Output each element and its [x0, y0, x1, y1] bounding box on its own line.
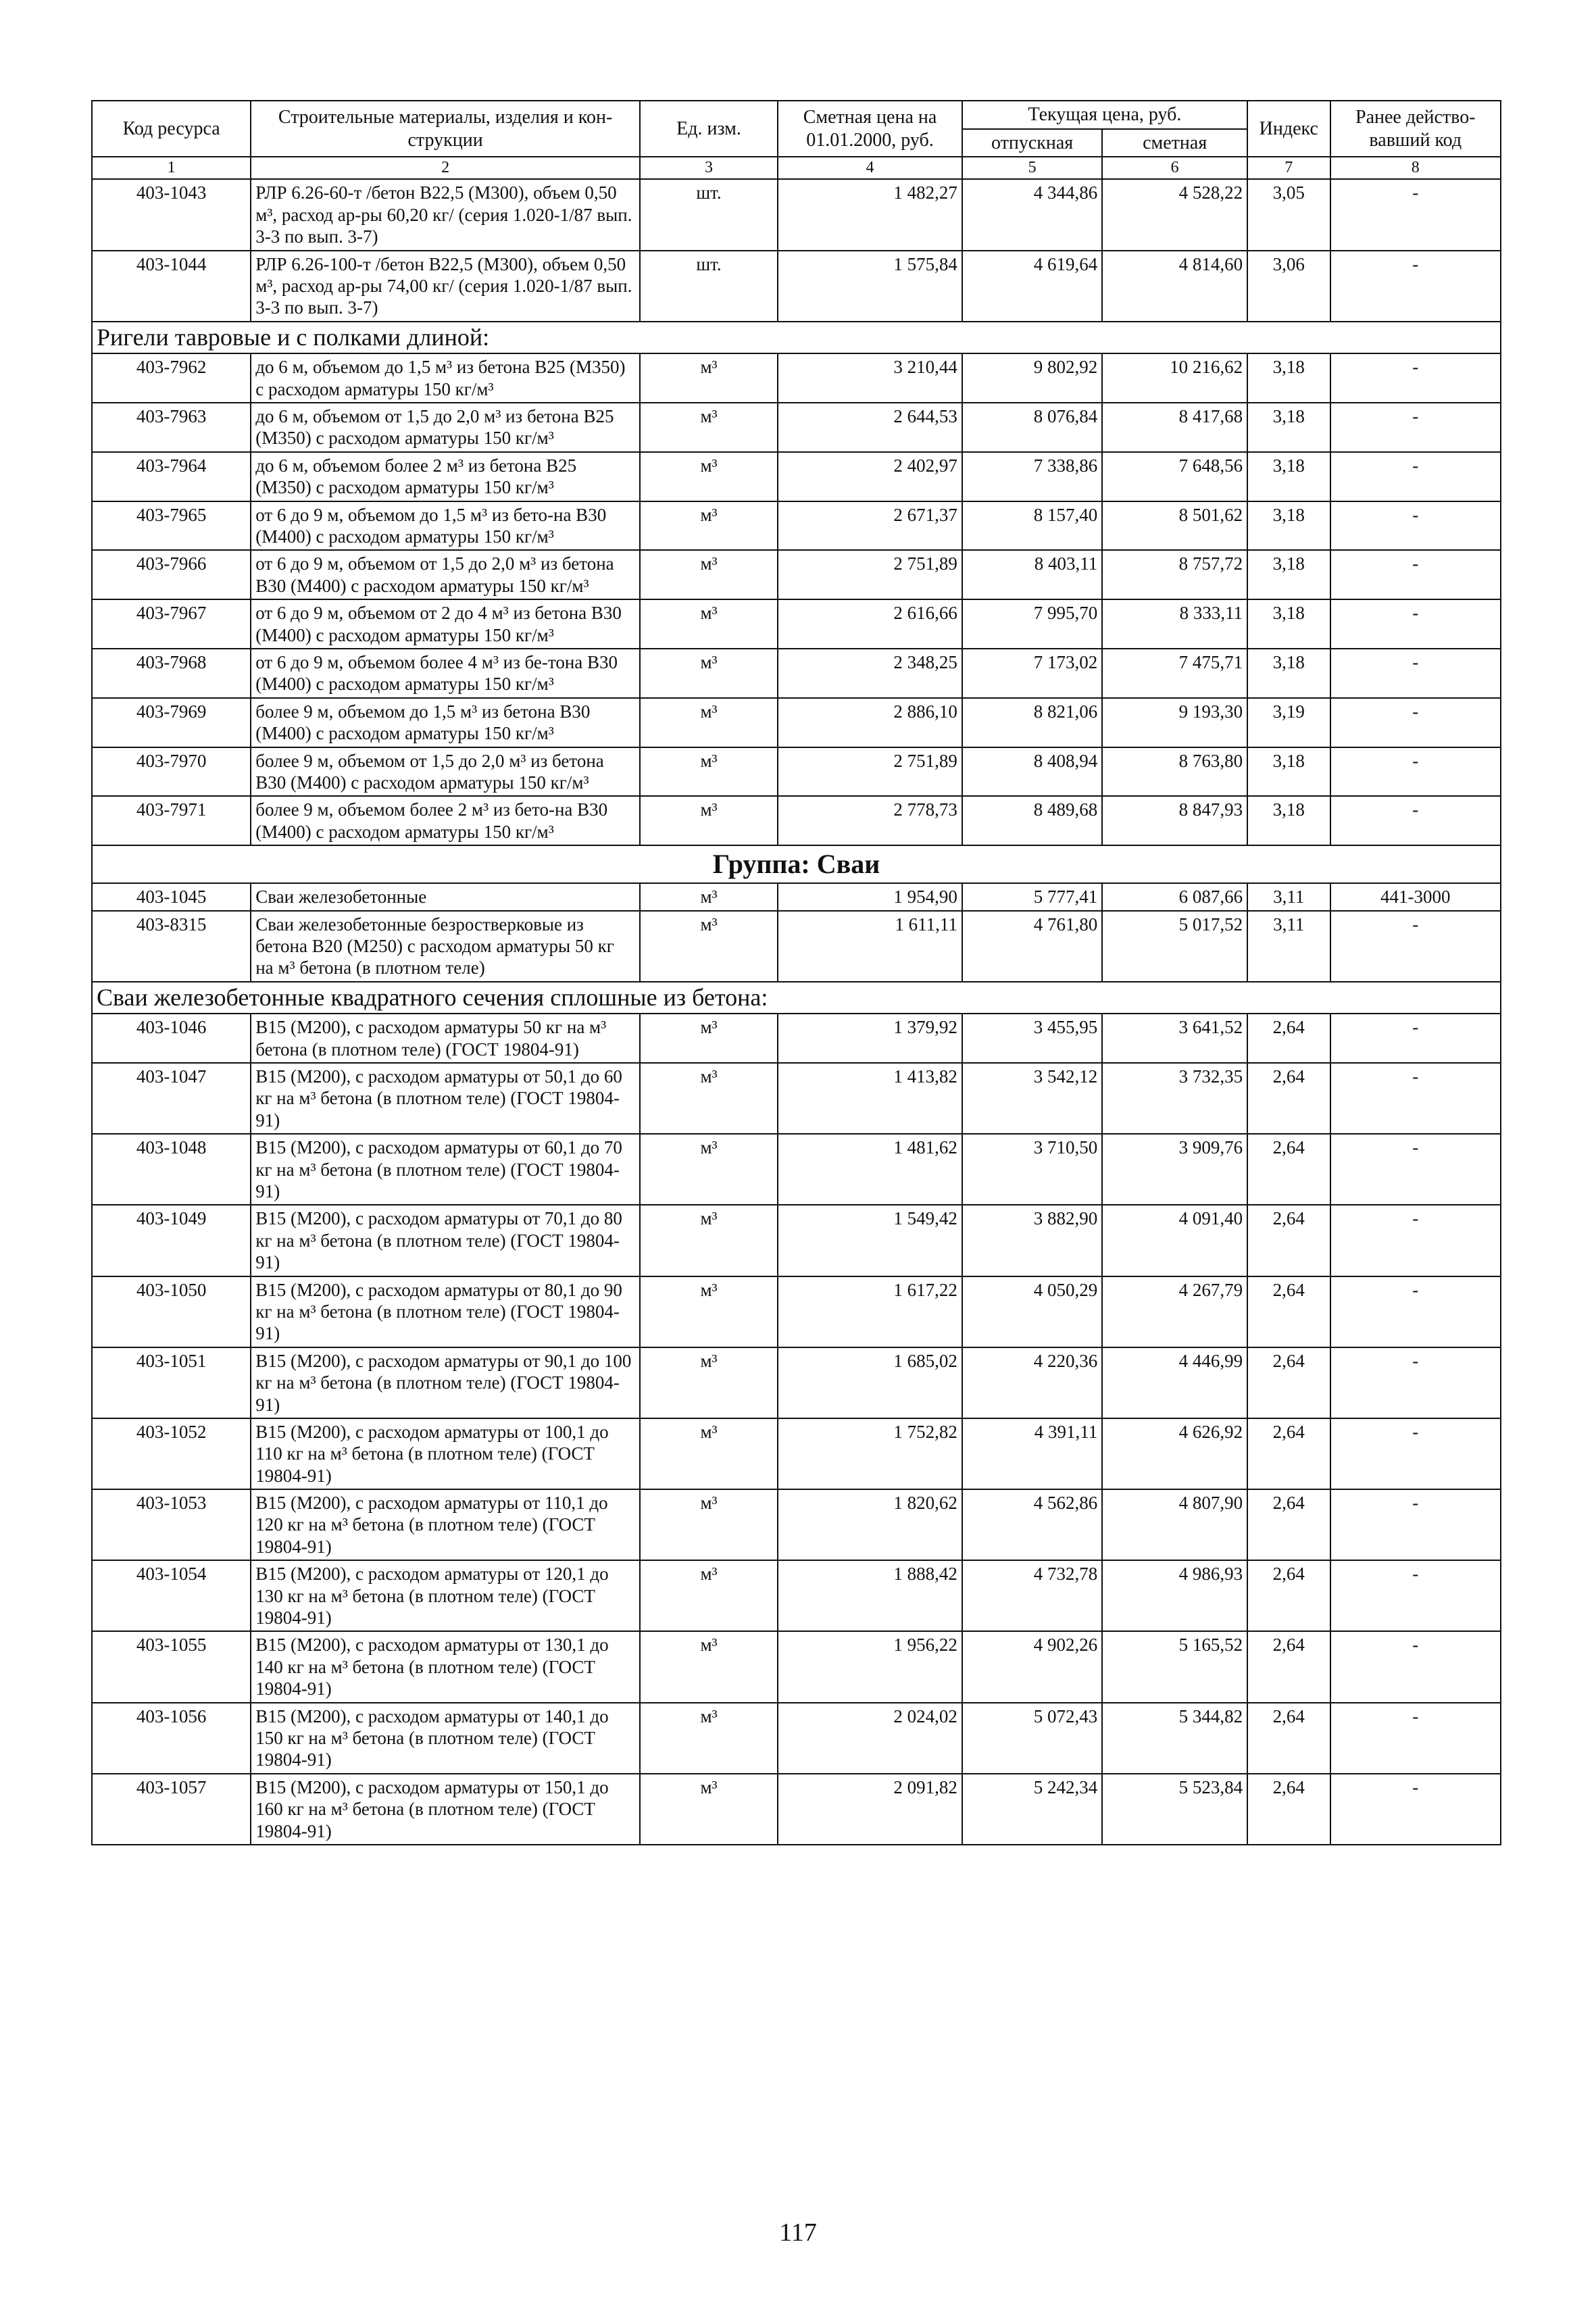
price-index: 2,64 — [1247, 1560, 1330, 1631]
unit-of-measure: м³ — [640, 353, 778, 403]
release-price: 5 777,41 — [962, 883, 1102, 910]
price-index: 3,05 — [1247, 179, 1330, 250]
material-name: В15 (М200), с расходом арматуры от 120,1 до 130 кг на м³ бетона (в плотном теле) (ГОСТ 19804-91) — [251, 1560, 640, 1631]
items-block-2 — [92, 353, 1501, 845]
release-price: 4 050,29 — [962, 1276, 1102, 1347]
unit-of-measure: м³ — [640, 796, 778, 845]
table-row — [92, 1489, 1501, 1560]
price-index: 3,18 — [1247, 599, 1330, 649]
price-index: 2,64 — [1247, 1774, 1330, 1845]
col-name-header: Строительные материалы, изделия и кон-струкции — [251, 101, 640, 157]
table-row — [92, 698, 1501, 747]
previous-code: - — [1330, 1014, 1501, 1063]
resource-code: 403-1045 — [92, 883, 251, 910]
unit-of-measure: м³ — [640, 1703, 778, 1774]
column-number-row — [92, 157, 1501, 179]
resource-code: 403-8315 — [92, 911, 251, 982]
base-price: 1 413,82 — [778, 1063, 962, 1134]
previous-code: - — [1330, 1347, 1501, 1418]
base-price: 1 549,42 — [778, 1205, 962, 1276]
material-name: РЛР 6.26-100-т /бетон В22,5 (М300), объем 0,50 м³, расход ар-ры 74,00 кг/ (серия 1.020-1/87 вып. 3-3 по вып. 3-7) — [251, 251, 640, 322]
table-row — [92, 1063, 1501, 1134]
material-name: более 9 м, объемом более 2 м³ из бето-на В30 (М400) с расходом арматуры 150 кг/м³ — [251, 796, 640, 845]
unit-of-measure: м³ — [640, 1276, 778, 1347]
previous-code: - — [1330, 179, 1501, 250]
estimate-price: 8 501,62 — [1102, 501, 1247, 551]
previous-code: - — [1330, 1205, 1501, 1276]
price-index: 2,64 — [1247, 1418, 1330, 1489]
base-price: 1 820,62 — [778, 1489, 962, 1560]
base-price: 1 575,84 — [778, 251, 962, 322]
estimate-price: 5 523,84 — [1102, 1774, 1247, 1845]
previous-code: - — [1330, 1560, 1501, 1631]
previous-code: - — [1330, 599, 1501, 649]
resource-code: 403-1048 — [92, 1134, 251, 1205]
material-name: В15 (М200), с расходом арматуры от 50,1 до 60 кг на м³ бетона (в плотном теле) (ГОСТ 19804-91) — [251, 1063, 640, 1134]
unit-of-measure: м³ — [640, 403, 778, 452]
unit-of-measure: м³ — [640, 1489, 778, 1560]
col-current-price-header: Текущая цена, руб. — [962, 101, 1247, 129]
material-name: В15 (М200), с расходом арматуры 50 кг на м³ бетона (в плотном теле) (ГОСТ 19804-91) — [251, 1014, 640, 1063]
unit-of-measure: м³ — [640, 698, 778, 747]
material-name: более 9 м, объемом до 1,5 м³ из бетона В30 (М400) с расходом арматуры 150 кг/м³ — [251, 698, 640, 747]
release-price: 8 403,11 — [962, 550, 1102, 599]
section-square-piles — [92, 982, 1501, 1014]
material-name: В15 (М200), с расходом арматуры от 140,1 до 150 кг на м³ бетона (в плотном теле) (ГОСТ 19804-91) — [251, 1703, 640, 1774]
release-price: 5 242,34 — [962, 1774, 1102, 1845]
resource-code: 403-7965 — [92, 501, 251, 551]
estimate-price: 3 641,52 — [1102, 1014, 1247, 1063]
estimate-price: 5 344,82 — [1102, 1703, 1247, 1774]
unit-of-measure: м³ — [640, 747, 778, 797]
col-release-header: отпускная — [962, 129, 1102, 157]
estimate-price: 4 814,60 — [1102, 251, 1247, 322]
price-index: 2,64 — [1247, 1489, 1330, 1560]
previous-code: - — [1330, 1134, 1501, 1205]
estimate-price: 8 757,72 — [1102, 550, 1247, 599]
release-price: 4 761,80 — [962, 911, 1102, 982]
previous-code: - — [1330, 649, 1501, 698]
col-code-header: Код ресурса — [92, 101, 251, 157]
material-name: до 6 м, объемом от 1,5 до 2,0 м³ из бетона В25 (М350) с расходом арматуры 150 кг/м³ — [251, 403, 640, 452]
material-name: от 6 до 9 м, объемом до 1,5 м³ из бето-на В30 (М400) с расходом арматуры 150 кг/м³ — [251, 501, 640, 551]
previous-code: - — [1330, 1631, 1501, 1702]
price-index: 2,64 — [1247, 1347, 1330, 1418]
release-price: 3 455,95 — [962, 1014, 1102, 1063]
material-name: В15 (М200), с расходом арматуры от 80,1 до 90 кг на м³ бетона (в плотном теле) (ГОСТ 19804-91) — [251, 1276, 640, 1347]
release-price: 8 076,84 — [962, 403, 1102, 452]
unit-of-measure: м³ — [640, 1205, 778, 1276]
base-price: 1 888,42 — [778, 1560, 962, 1631]
previous-code: - — [1330, 796, 1501, 845]
table-row — [92, 353, 1501, 403]
estimate-price: 5 017,52 — [1102, 911, 1247, 982]
previous-code: - — [1330, 403, 1501, 452]
previous-code: - — [1330, 251, 1501, 322]
section-heading: Ригели тавровые и с полками длиной: — [92, 322, 1501, 354]
previous-code: - — [1330, 1489, 1501, 1560]
resource-code: 403-7967 — [92, 599, 251, 649]
column-number: 7 — [1247, 157, 1330, 179]
resource-code: 403-1057 — [92, 1774, 251, 1845]
estimate-price: 10 216,62 — [1102, 353, 1247, 403]
material-name: более 9 м, объемом от 1,5 до 2,0 м³ из бетона В30 (М400) с расходом арматуры 150 кг/м³ — [251, 747, 640, 797]
section-rigels — [92, 322, 1501, 354]
section-heading: Сваи железобетонные квадратного сечения сплошные из бетона: — [92, 982, 1501, 1014]
base-price: 1 685,02 — [778, 1347, 962, 1418]
base-price: 2 091,82 — [778, 1774, 962, 1845]
base-price: 1 379,92 — [778, 1014, 962, 1063]
unit-of-measure: м³ — [640, 1347, 778, 1418]
unit-of-measure: м³ — [640, 452, 778, 501]
resource-code: 403-1049 — [92, 1205, 251, 1276]
estimate-price: 5 165,52 — [1102, 1631, 1247, 1702]
table-row — [92, 911, 1501, 982]
material-name: В15 (М200), с расходом арматуры от 100,1 до 110 кг на м³ бетона (в плотном теле) (ГОСТ 19804-91) — [251, 1418, 640, 1489]
estimate-price: 3 732,35 — [1102, 1063, 1247, 1134]
release-price: 4 732,78 — [962, 1560, 1102, 1631]
table-row — [92, 1703, 1501, 1774]
previous-code: - — [1330, 911, 1501, 982]
previous-code: - — [1330, 747, 1501, 797]
estimate-price: 8 847,93 — [1102, 796, 1247, 845]
base-price: 2 348,25 — [778, 649, 962, 698]
table-row — [92, 1205, 1501, 1276]
previous-code: - — [1330, 1418, 1501, 1489]
price-index: 3,18 — [1247, 353, 1330, 403]
release-price: 8 821,06 — [962, 698, 1102, 747]
column-number: 5 — [962, 157, 1102, 179]
release-price: 4 562,86 — [962, 1489, 1102, 1560]
material-name: до 6 м, объемом до 1,5 м³ из бетона В25 (М350) с расходом арматуры 150 кг/м³ — [251, 353, 640, 403]
col-unit-header: Ед. изм. — [640, 101, 778, 157]
table-row — [92, 1418, 1501, 1489]
base-price: 1 617,22 — [778, 1276, 962, 1347]
table-row — [92, 649, 1501, 698]
release-price: 3 882,90 — [962, 1205, 1102, 1276]
resource-code: 403-1044 — [92, 251, 251, 322]
unit-of-measure: м³ — [640, 1014, 778, 1063]
estimate-price: 4 091,40 — [1102, 1205, 1247, 1276]
unit-of-measure: м³ — [640, 1063, 778, 1134]
resource-code: 403-1050 — [92, 1276, 251, 1347]
resource-code: 403-7963 — [92, 403, 251, 452]
release-price: 9 802,92 — [962, 353, 1102, 403]
items-block-4 — [92, 1014, 1501, 1845]
table-row — [92, 1014, 1501, 1063]
price-index: 3,18 — [1247, 796, 1330, 845]
items-block-3 — [92, 883, 1501, 982]
resource-code: 403-7969 — [92, 698, 251, 747]
estimate-price: 6 087,66 — [1102, 883, 1247, 910]
base-price: 3 210,44 — [778, 353, 962, 403]
previous-code: - — [1330, 501, 1501, 551]
estimate-price: 8 763,80 — [1102, 747, 1247, 797]
base-price: 2 402,97 — [778, 452, 962, 501]
estimate-price: 3 909,76 — [1102, 1134, 1247, 1205]
price-index: 3,19 — [1247, 698, 1330, 747]
resource-code: 403-1056 — [92, 1703, 251, 1774]
release-price: 8 489,68 — [962, 796, 1102, 845]
estimate-price: 9 193,30 — [1102, 698, 1247, 747]
price-index: 3,18 — [1247, 649, 1330, 698]
base-price: 1 954,90 — [778, 883, 962, 910]
release-price: 3 542,12 — [962, 1063, 1102, 1134]
release-price: 8 408,94 — [962, 747, 1102, 797]
resource-code: 403-7970 — [92, 747, 251, 797]
base-price: 2 886,10 — [778, 698, 962, 747]
resource-code: 403-7962 — [92, 353, 251, 403]
items-block-1 — [92, 179, 1501, 321]
base-price: 1 482,27 — [778, 179, 962, 250]
resource-code: 403-1043 — [92, 179, 251, 250]
table-row — [92, 550, 1501, 599]
resource-code: 403-1055 — [92, 1631, 251, 1702]
release-price: 7 173,02 — [962, 649, 1102, 698]
base-price: 2 024,02 — [778, 1703, 962, 1774]
estimate-price: 4 267,79 — [1102, 1276, 1247, 1347]
table-row — [92, 403, 1501, 452]
col-prev-code-header: Ранее действо-вавший код — [1330, 101, 1501, 157]
column-number: 6 — [1102, 157, 1247, 179]
price-index: 3,18 — [1247, 403, 1330, 452]
column-number: 4 — [778, 157, 962, 179]
material-name: В15 (М200), с расходом арматуры от 60,1 до 70 кг на м³ бетона (в плотном теле) (ГОСТ 19804-91) — [251, 1134, 640, 1205]
unit-of-measure: м³ — [640, 1774, 778, 1845]
resource-code: 403-7968 — [92, 649, 251, 698]
price-index: 2,64 — [1247, 1014, 1330, 1063]
previous-code: - — [1330, 698, 1501, 747]
price-index: 3,18 — [1247, 501, 1330, 551]
unit-of-measure: м³ — [640, 1134, 778, 1205]
base-price: 2 778,73 — [778, 796, 962, 845]
previous-code: - — [1330, 1774, 1501, 1845]
base-price: 2 616,66 — [778, 599, 962, 649]
column-number: 1 — [92, 157, 251, 179]
estimate-price: 7 648,56 — [1102, 452, 1247, 501]
price-index: 3,18 — [1247, 747, 1330, 797]
price-index: 3,18 — [1247, 452, 1330, 501]
table-row — [92, 1631, 1501, 1702]
unit-of-measure: м³ — [640, 1560, 778, 1631]
unit-of-measure: м³ — [640, 911, 778, 982]
resource-code: 403-1054 — [92, 1560, 251, 1631]
base-price: 1 956,22 — [778, 1631, 962, 1702]
base-price: 1 611,11 — [778, 911, 962, 982]
previous-code: 441-3000 — [1330, 883, 1501, 910]
resource-code: 403-7966 — [92, 550, 251, 599]
group-piles — [92, 845, 1501, 883]
estimate-price: 7 475,71 — [1102, 649, 1247, 698]
material-name: В15 (М200), с расходом арматуры от 150,1 до 160 кг на м³ бетона (в плотном теле) (ГОСТ 19804-91) — [251, 1774, 640, 1845]
unit-of-measure: м³ — [640, 649, 778, 698]
col-base-price-header: Сметная цена на 01.01.2000, руб. — [778, 101, 962, 157]
release-price: 8 157,40 — [962, 501, 1102, 551]
estimate-price: 4 807,90 — [1102, 1489, 1247, 1560]
col-index-header: Индекс — [1247, 101, 1330, 157]
unit-of-measure: м³ — [640, 550, 778, 599]
price-index: 2,64 — [1247, 1063, 1330, 1134]
previous-code: - — [1330, 452, 1501, 501]
estimate-price: 4 528,22 — [1102, 179, 1247, 250]
release-price: 7 338,86 — [962, 452, 1102, 501]
table-row — [92, 452, 1501, 501]
material-name: от 6 до 9 м, объемом от 2 до 4 м³ из бетона В30 (М400) с расходом арматуры 150 кг/м³ — [251, 599, 640, 649]
price-index: 2,64 — [1247, 1276, 1330, 1347]
previous-code: - — [1330, 1063, 1501, 1134]
resource-code: 403-1052 — [92, 1418, 251, 1489]
release-price: 4 391,11 — [962, 1418, 1102, 1489]
price-index: 3,18 — [1247, 550, 1330, 599]
col-estimate-header: сметная — [1102, 129, 1247, 157]
release-price: 7 995,70 — [962, 599, 1102, 649]
estimate-price: 4 626,92 — [1102, 1418, 1247, 1489]
estimate-price: 8 333,11 — [1102, 599, 1247, 649]
price-index: 2,64 — [1247, 1631, 1330, 1702]
unit-of-measure: м³ — [640, 1418, 778, 1489]
table-row — [92, 501, 1501, 551]
resource-code: 403-1047 — [92, 1063, 251, 1134]
previous-code: - — [1330, 1703, 1501, 1774]
price-index: 3,11 — [1247, 883, 1330, 910]
previous-code: - — [1330, 550, 1501, 599]
column-number: 3 — [640, 157, 778, 179]
base-price: 2 751,89 — [778, 747, 962, 797]
table-row — [92, 1560, 1501, 1631]
release-price: 5 072,43 — [962, 1703, 1102, 1774]
resource-code: 403-1046 — [92, 1014, 251, 1063]
resource-code: 403-7964 — [92, 452, 251, 501]
table-row — [92, 1347, 1501, 1418]
material-name: РЛР 6.26-60-т /бетон В22,5 (М300), объем 0,50 м³, расход ар-ры 60,20 кг/ (серия 1.020-1/87 вып. 3-3 по вып. 3-7) — [251, 179, 640, 250]
material-name: Сваи железобетонные безростверковые из бетона В20 (М250) с расходом арматуры 50 кг на м³ бетона (в плотном теле) — [251, 911, 640, 982]
release-price: 4 902,26 — [962, 1631, 1102, 1702]
material-name: от 6 до 9 м, объемом от 1,5 до 2,0 м³ из бетона В30 (М400) с расходом арматуры 150 кг/м³ — [251, 550, 640, 599]
table-row — [92, 796, 1501, 845]
price-table — [91, 100, 1501, 1845]
table-row — [92, 251, 1501, 322]
price-index: 3,11 — [1247, 911, 1330, 982]
column-number: 8 — [1330, 157, 1501, 179]
resource-code: 403-1051 — [92, 1347, 251, 1418]
price-index: 2,64 — [1247, 1703, 1330, 1774]
release-price: 4 619,64 — [962, 251, 1102, 322]
previous-code: - — [1330, 353, 1501, 403]
table-row — [92, 1774, 1501, 1845]
base-price: 2 671,37 — [778, 501, 962, 551]
material-name: В15 (М200), с расходом арматуры от 130,1 до 140 кг на м³ бетона (в плотном теле) (ГОСТ 19804-91) — [251, 1631, 640, 1702]
table-row — [92, 599, 1501, 649]
table-row — [92, 1276, 1501, 1347]
price-index: 2,64 — [1247, 1134, 1330, 1205]
column-number: 2 — [251, 157, 640, 179]
unit-of-measure: м³ — [640, 599, 778, 649]
table-row — [92, 1134, 1501, 1205]
release-price: 4 344,86 — [962, 179, 1102, 250]
material-name: В15 (М200), с расходом арматуры от 70,1 до 80 кг на м³ бетона (в плотном теле) (ГОСТ 19804-91) — [251, 1205, 640, 1276]
material-name: от 6 до 9 м, объемом более 4 м³ из бе-тона В30 (М400) с расходом арматуры 150 кг/м³ — [251, 649, 640, 698]
estimate-price: 4 446,99 — [1102, 1347, 1247, 1418]
table-row — [92, 747, 1501, 797]
resource-code: 403-7971 — [92, 796, 251, 845]
base-price: 2 751,89 — [778, 550, 962, 599]
price-index: 2,64 — [1247, 1205, 1330, 1276]
release-price: 3 710,50 — [962, 1134, 1102, 1205]
material-name: до 6 м, объемом более 2 м³ из бетона В25 (М350) с расходом арматуры 150 кг/м³ — [251, 452, 640, 501]
unit-of-measure: м³ — [640, 1631, 778, 1702]
group-heading: Группа: Сваи — [92, 845, 1501, 883]
unit-of-measure: м³ — [640, 501, 778, 551]
table-row — [92, 883, 1501, 910]
unit-of-measure: м³ — [640, 883, 778, 910]
material-name: В15 (М200), с расходом арматуры от 110,1 до 120 кг на м³ бетона (в плотном теле) (ГОСТ 19804-91) — [251, 1489, 640, 1560]
material-name: В15 (М200), с расходом арматуры от 90,1 до 100 кг на м³ бетона (в плотном теле) (ГОСТ 19804-91) — [251, 1347, 640, 1418]
table-header — [92, 101, 1501, 179]
estimate-price: 4 986,93 — [1102, 1560, 1247, 1631]
base-price: 1 752,82 — [778, 1418, 962, 1489]
table-row — [92, 179, 1501, 250]
release-price: 4 220,36 — [962, 1347, 1102, 1418]
price-index: 3,06 — [1247, 251, 1330, 322]
previous-code: - — [1330, 1276, 1501, 1347]
unit-of-measure: шт. — [640, 251, 778, 322]
resource-code: 403-1053 — [92, 1489, 251, 1560]
page-number: 117 — [779, 2218, 817, 2247]
base-price: 2 644,53 — [778, 403, 962, 452]
material-name: Сваи железобетонные — [251, 883, 640, 910]
estimate-price: 8 417,68 — [1102, 403, 1247, 452]
base-price: 1 481,62 — [778, 1134, 962, 1205]
unit-of-measure: шт. — [640, 179, 778, 250]
